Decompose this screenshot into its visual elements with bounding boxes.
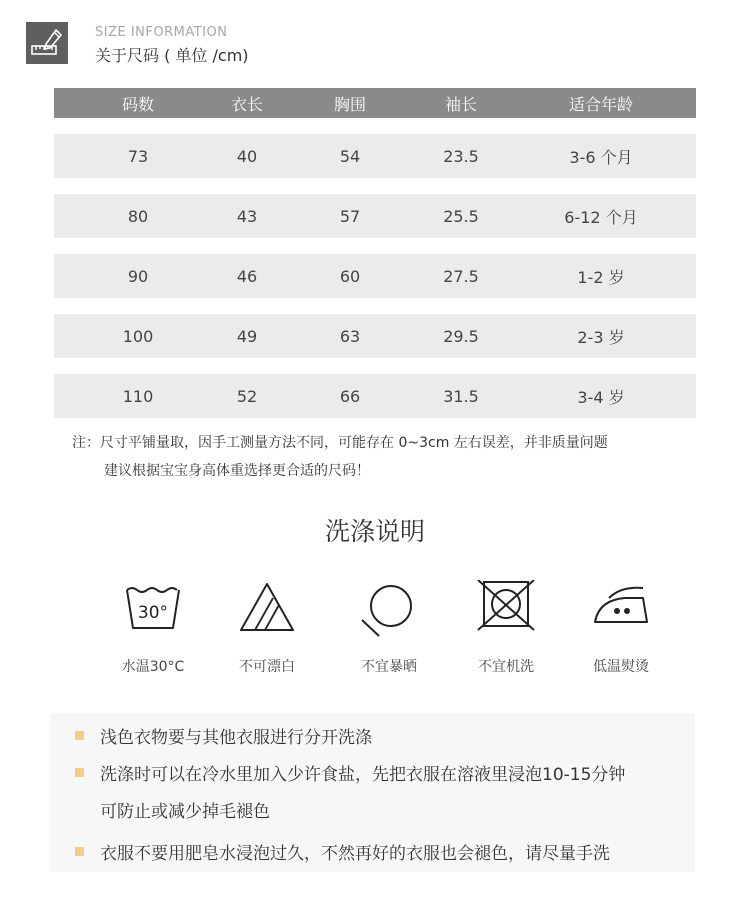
no-bleach-item (212, 580, 322, 680)
cell-age: 3-6 个月 (569, 147, 633, 167)
cell-sleeve: 29.5 (443, 326, 479, 346)
cell-chest: 66 (339, 386, 361, 406)
cell-chest: 60 (339, 266, 361, 286)
bullet-icon (75, 768, 84, 777)
ruler-pencil-icon (26, 22, 68, 64)
cell-sleeve: 23.5 (443, 146, 479, 166)
size-table-header (54, 88, 696, 118)
low-iron-icon (587, 580, 655, 640)
cell-age: 2-3 岁 (577, 327, 625, 347)
cell-age: 6-12 个月 (564, 207, 638, 227)
no-machine-wash-icon (472, 580, 540, 640)
table-row (54, 254, 696, 298)
cell-chest: 57 (339, 206, 361, 226)
care-tip-text-line2: 可防止或减少掉毛褪色 (100, 802, 270, 822)
measurement-note: 注：尺寸平铺量取，因手工测量方法不同，可能存在 0~3cm 左右误差，并非质量问题 (72, 435, 608, 451)
bullet-icon (75, 847, 84, 856)
no-sun-dry-item (334, 580, 444, 680)
table-row (54, 374, 696, 418)
bullet-icon (75, 731, 84, 740)
cell-size: 100 (122, 326, 154, 346)
cell-length: 40 (236, 146, 258, 166)
cell-length: 43 (236, 206, 258, 226)
column-header-length: 衣长 (230, 94, 263, 114)
cell-size: 110 (122, 386, 154, 406)
table-row (54, 314, 696, 358)
care-tip-text: 浅色衣物要与其他衣服进行分开洗涤 (100, 728, 372, 748)
low-iron-label: 低温熨烫 (593, 659, 649, 675)
measurement-note-line2: 建议根据宝宝身高体重选择更合适的尺码！ (104, 463, 370, 479)
cell-length: 46 (236, 266, 258, 286)
column-header-size: 码数 (121, 94, 154, 114)
column-header-chest: 胸围 (333, 94, 366, 114)
wash-temperature: 30° (137, 603, 169, 623)
table-row (54, 194, 696, 238)
cell-age: 3-4 岁 (577, 387, 625, 407)
no-machine-wash-label: 不宜机洗 (478, 659, 534, 675)
wash-30-item (98, 580, 208, 680)
wash-30-label: 水温30°C (121, 659, 185, 675)
care-tip-text: 洗涤时可以在冷水里加入少许食盐，先把衣服在溶液里浸泡10-15分钟 (100, 765, 626, 785)
column-header-sleeve: 袖长 (444, 94, 477, 114)
no-bleach-label: 不可漂白 (239, 659, 295, 675)
table-row (54, 134, 696, 178)
header-chinese-title: 关于尺码 ( 单位 /cm) (95, 46, 249, 65)
cell-age: 1-2 岁 (577, 267, 625, 287)
care-tips-box (50, 713, 695, 872)
cell-chest: 54 (339, 146, 361, 166)
no-bleach-icon (233, 580, 301, 640)
cell-chest: 63 (339, 326, 361, 346)
cell-size: 90 (127, 266, 149, 286)
no-sun-dry-label: 不宜暴晒 (361, 659, 417, 675)
cell-sleeve: 31.5 (443, 386, 479, 406)
cell-length: 52 (236, 386, 258, 406)
cell-size: 73 (127, 146, 149, 166)
header-english-title: SIZE INFORMATION (95, 25, 228, 40)
wash-instructions-title: 洗涤说明 (324, 517, 425, 546)
no-sun-dry-icon (355, 580, 423, 640)
wash-30-icon (119, 580, 187, 640)
cell-sleeve: 27.5 (443, 266, 479, 286)
cell-length: 49 (236, 326, 258, 346)
no-machine-wash-item (451, 580, 561, 680)
low-iron-item (566, 580, 676, 680)
cell-size: 80 (127, 206, 149, 226)
cell-sleeve: 25.5 (443, 206, 479, 226)
care-tip-text: 衣服不要用肥皂水浸泡过久，不然再好的衣服也会褪色，请尽量手洗 (100, 844, 610, 864)
column-header-age: 适合年龄 (568, 94, 633, 114)
